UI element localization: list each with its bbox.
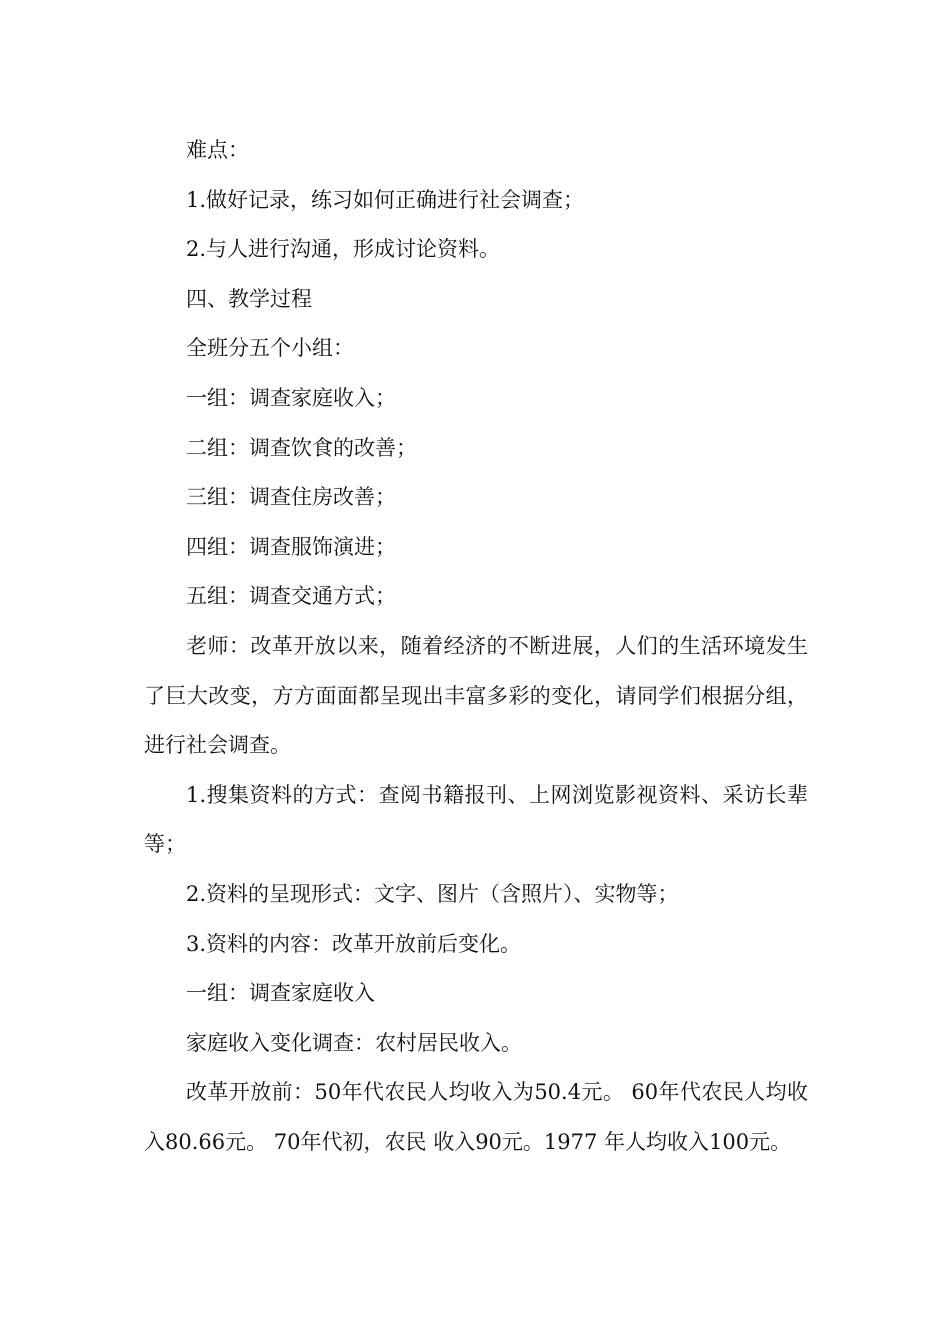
group-one-heading: 一组：调查家庭收入 (186, 981, 375, 1006)
income-survey-title: 家庭收入变化调查：农村居民收入。 (186, 1030, 522, 1055)
group-item-3: 三组：调查住房改善； (186, 485, 396, 510)
heading-difficulties: 难点： (186, 138, 249, 162)
income-survey-details: 改革开放前：50年代农民人均收入为50.4元。 60年代农民人均收入80.66元。 70年代初，农民 收入90元。1977 年人均收入100元。 (144, 1080, 808, 1154)
group-intro: 全班分五个小组： (186, 336, 354, 361)
difficulty-item-2: 2.与人进行沟通，形成讨论资料。 (186, 237, 501, 262)
section-heading-teaching-process: 四、教学过程 (186, 286, 312, 311)
teacher-instruction: 老师：改革开放以来，随着经济的不断进展，人们的生活环境发生了巨大改变，方方面面都呈现出丰富多彩的变化，请同学们根据分组，进行社会调查。 (144, 633, 808, 758)
method-item-3: 3.资料的内容：改革开放前后变化。 (186, 931, 522, 956)
group-item-4: 四组：调查服饰演进； (186, 534, 396, 559)
difficulty-item-1: 1.做好记录，练习如何正确进行社会调查； (186, 187, 585, 212)
group-item-1: 一组：调查家庭收入； (186, 385, 396, 410)
document-body (144, 126, 808, 1167)
group-item-2: 二组：调查饮食的改善； (186, 435, 417, 460)
method-item-2: 2.资料的呈现形式：文字、图片（含照片）、实物等； (186, 881, 679, 906)
group-item-5: 五组：调查交通方式； (186, 584, 396, 609)
method-item-1: 1.搜集资料的方式：查阅书籍报刊、上网浏览影视资料、采访长辈等； (144, 782, 808, 857)
